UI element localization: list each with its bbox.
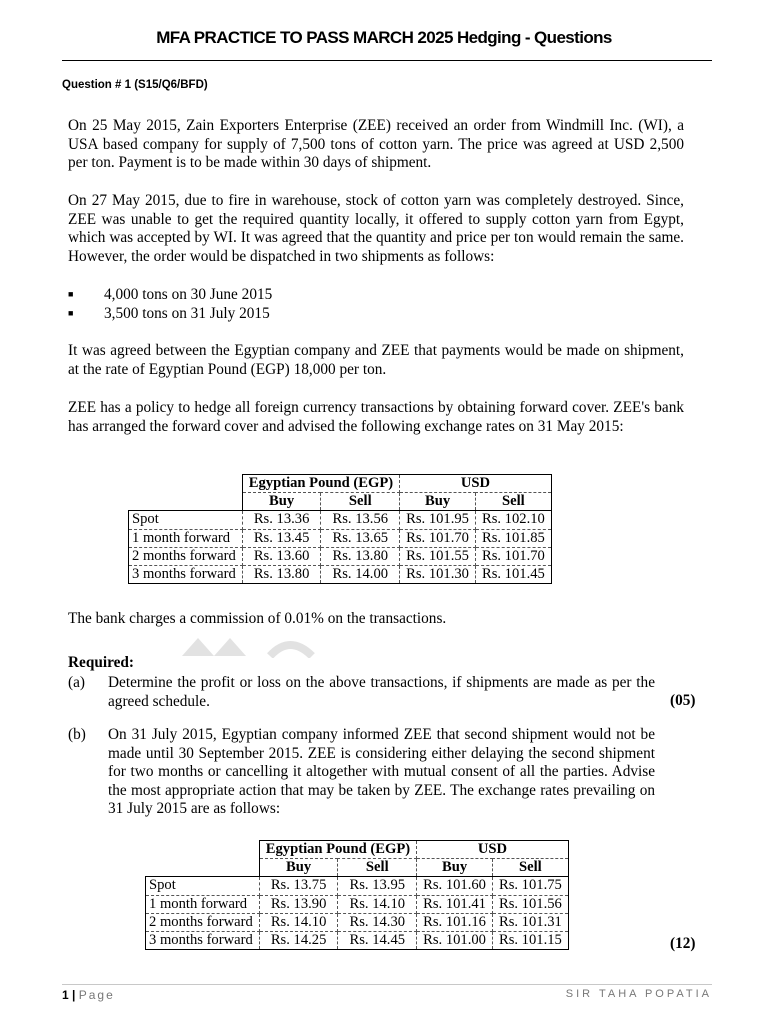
egp-buy-cell: Rs. 13.90 <box>259 895 338 913</box>
table-row <box>146 895 569 913</box>
footer-author: SIR TAHA POPATIA <box>565 988 712 1000</box>
table-row <box>129 566 552 584</box>
bullet-icon: ■ <box>68 289 74 299</box>
egp-buy-cell: Rs. 13.75 <box>259 877 338 895</box>
column-header-buy: Buy <box>400 493 476 511</box>
table-subheader-row <box>146 859 569 877</box>
table-row <box>146 932 569 950</box>
list-item <box>68 285 272 305</box>
table-row <box>129 511 552 529</box>
column-header-buy: Buy <box>417 859 493 877</box>
usd-buy-cell: Rs. 101.95 <box>400 511 476 529</box>
row-label: 3 months forward <box>129 566 243 584</box>
usd-buy-cell: Rs. 101.60 <box>417 877 493 895</box>
list-item <box>68 304 270 324</box>
row-label: 3 months forward <box>146 932 260 950</box>
usd-buy-cell: Rs. 101.41 <box>417 895 493 913</box>
egp-buy-cell: Rs. 14.10 <box>259 913 338 931</box>
column-header-buy: Buy <box>242 493 321 511</box>
bullet-text: 4,000 tons on 30 June 2015 <box>104 286 273 303</box>
row-label: 1 month forward <box>146 895 260 913</box>
paragraph-order: On 25 May 2015, Zain Exporters Enterprise (ZEE) received an order from Windmill Inc. (WI), a USA based company for supply of 7,500 tons of cotton yarn. The price was agreed at USD 2,500 per ton. Payment is to be made within 30 days of shipment. <box>68 117 684 172</box>
watermark-graphic <box>180 634 330 658</box>
row-label: Spot <box>129 511 243 529</box>
header-divider <box>62 60 712 61</box>
row-label: 2 months forward <box>146 913 260 931</box>
usd-buy-cell: Rs. 101.00 <box>417 932 493 950</box>
row-label: Spot <box>146 877 260 895</box>
column-header-sell: Sell <box>492 859 568 877</box>
egp-sell-cell: Rs. 14.00 <box>321 566 400 584</box>
page-number <box>62 988 115 1002</box>
usd-sell-cell: Rs. 102.10 <box>475 511 551 529</box>
usd-sell-cell: Rs. 101.45 <box>475 566 551 584</box>
paragraph-hedge: ZEE has a policy to hedge all foreign currency transactions by obtaining forward cover. ZEE's bank has arranged the forward cover and advised the following exchange rates on 31 May 2015: <box>68 399 684 435</box>
footer-divider <box>62 984 712 985</box>
paragraph-payment: It was agreed between the Egyptian company and ZEE that payments would be made on shipment, at the rate of Egyptian Pound (EGP) 18,000 per ton. <box>68 342 684 378</box>
part-a-marks: (05) <box>670 692 696 709</box>
page-title: MFA PRACTICE TO PASS MARCH 2025 Hedging - Questions <box>156 28 612 47</box>
egp-sell-cell: Rs. 14.10 <box>338 895 417 913</box>
page-number-value: 1 <box>62 988 69 1002</box>
usd-sell-cell: Rs. 101.31 <box>492 913 568 931</box>
usd-buy-cell: Rs. 101.16 <box>417 913 493 931</box>
bullet-icon: ■ <box>68 308 74 318</box>
paragraph-commission: The bank charges a commission of 0.01% on the transactions. <box>68 610 447 627</box>
egp-buy-cell: Rs. 13.45 <box>242 529 321 547</box>
egp-sell-cell: Rs. 13.80 <box>321 547 400 565</box>
part-a-text: Determine the profit or loss on the above transactions, if shipments are made as per the agreed schedule. <box>108 674 655 710</box>
row-label: 1 month forward <box>129 529 243 547</box>
table-row <box>129 547 552 565</box>
column-header-buy: Buy <box>259 859 338 877</box>
egp-sell-cell: Rs. 13.95 <box>338 877 417 895</box>
usd-sell-cell: Rs. 101.15 <box>492 932 568 950</box>
table-header-row <box>129 475 552 493</box>
usd-buy-cell: Rs. 101.70 <box>400 529 476 547</box>
egp-sell-cell: Rs. 13.65 <box>321 529 400 547</box>
question-heading: Question # 1 (S15/Q6/BFD) <box>62 79 208 91</box>
usd-sell-cell: Rs. 101.56 <box>492 895 568 913</box>
column-group-egp: Egyptian Pound (EGP) <box>259 841 416 859</box>
egp-buy-cell: Rs. 13.60 <box>242 547 321 565</box>
egp-sell-cell: Rs. 14.30 <box>338 913 417 931</box>
table-row <box>146 877 569 895</box>
egp-sell-cell: Rs. 14.45 <box>338 932 417 950</box>
column-header-sell: Sell <box>475 493 551 511</box>
column-group-usd: USD <box>400 475 552 493</box>
bullet-text: 3,500 tons on 31 July 2015 <box>104 305 270 322</box>
row-label: 2 months forward <box>129 547 243 565</box>
usd-buy-cell: Rs. 101.55 <box>400 547 476 565</box>
egp-sell-cell: Rs. 13.56 <box>321 511 400 529</box>
part-a-label: (a) <box>68 674 85 691</box>
part-b-text: On 31 July 2015, Egyptian company informed ZEE that second shipment would not be made until 30 September 2015. ZEE is considering either delaying the second shipment for two months or cancelling it altogether with mutual consent of all the parties. Advise the most appropriate action that may be taken by ZEE. The exchange rates prevailing on 31 July 2015 are as follows: <box>108 726 655 818</box>
usd-sell-cell: Rs. 101.75 <box>492 877 568 895</box>
part-b-marks: (12) <box>670 935 696 952</box>
egp-buy-cell: Rs. 13.80 <box>242 566 321 584</box>
part-b-label: (b) <box>68 726 86 743</box>
egp-buy-cell: Rs. 13.36 <box>242 511 321 529</box>
column-group-egp: Egyptian Pound (EGP) <box>242 475 399 493</box>
column-header-sell: Sell <box>338 859 417 877</box>
table-header-row <box>146 841 569 859</box>
exchange-rate-table-may <box>128 474 552 584</box>
usd-sell-cell: Rs. 101.85 <box>475 529 551 547</box>
column-group-usd: USD <box>417 841 569 859</box>
table-row <box>129 529 552 547</box>
table-row <box>146 913 569 931</box>
exchange-rate-table-july <box>145 840 569 950</box>
egp-buy-cell: Rs. 14.25 <box>259 932 338 950</box>
usd-sell-cell: Rs. 101.70 <box>475 547 551 565</box>
required-heading: Required: <box>68 654 135 671</box>
usd-buy-cell: Rs. 101.30 <box>400 566 476 584</box>
page-label: Page <box>78 988 115 1002</box>
column-header-sell: Sell <box>321 493 400 511</box>
page-separator: | <box>68 988 79 1002</box>
table-subheader-row <box>129 493 552 511</box>
paragraph-fire: On 27 May 2015, due to fire in warehouse, stock of cotton yarn was completely destroyed. Since, ZEE was unable to get the required quantity locally, it offered to supply cotton yarn from Egypt, which was accepted by WI. It was agreed that the quantity and price per ton would remain the same. However, the order would be dispatched in two shipments as follows: <box>68 192 684 265</box>
